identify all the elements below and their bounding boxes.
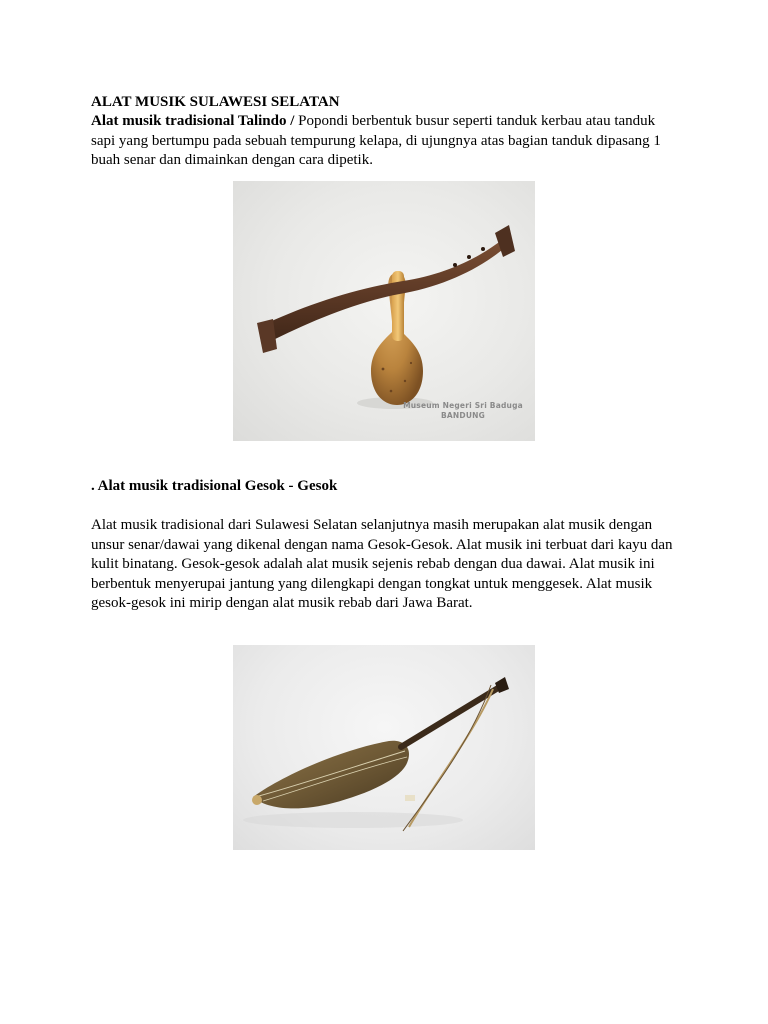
watermark-line-1: Museum Negeri Sri Baduga <box>403 401 523 410</box>
gesok-line: Alat musik tradisional dari Sulawesi Selatan selanjutnya masih merupakan alat musik dengan <box>91 517 653 533</box>
museum-watermark <box>393 401 533 421</box>
gesok-photo <box>233 645 535 850</box>
watermark-line-2: BANDUNG <box>441 411 485 420</box>
talindo-line-1-text: Popondi berbentuk busur seperti tanduk kerbau atau tanduk <box>294 113 656 129</box>
talindo-term: Alat musik tradisional Talindo / <box>91 113 295 129</box>
gesok-line: unsur senar/dawai yang dikenal dengan nama Gesok-Gesok. Alat musik ini terbuat dari kayu dan <box>91 536 673 553</box>
talindo-photo <box>233 181 535 441</box>
gesok-line: kulit binatang. Gesok-gesok adalah alat musik sejenis rebab dengan dua dawai. Alat musik ini <box>91 556 655 572</box>
section-heading-gesok: . Alat musik tradisional Gesok - Gesok <box>91 478 338 494</box>
talindo-line-2: sapi yang bertumpu pada sebuah tempurung kelapa, di ujungnya atas bagian tanduk dipasang 1 <box>91 132 661 149</box>
gesok-line: gesok-gesok ini mirip dengan alat musik rebab dari Jawa Barat. <box>91 595 473 611</box>
gesok-paragraph <box>91 516 691 614</box>
page-title: ALAT MUSIK SULAWESI SELATAN <box>91 94 340 110</box>
gesok-instrument-illustration <box>233 645 535 850</box>
gesok-line: berbentuk menyerupai jantung yang dilengkapi dengan tongkat untuk menggesek. Alat musik <box>91 575 653 592</box>
talindo-paragraph <box>91 112 691 171</box>
talindo-line-1 <box>91 112 691 132</box>
talindo-line-3: buah senar dan dimainkan dengan cara dipetik. <box>91 152 373 168</box>
